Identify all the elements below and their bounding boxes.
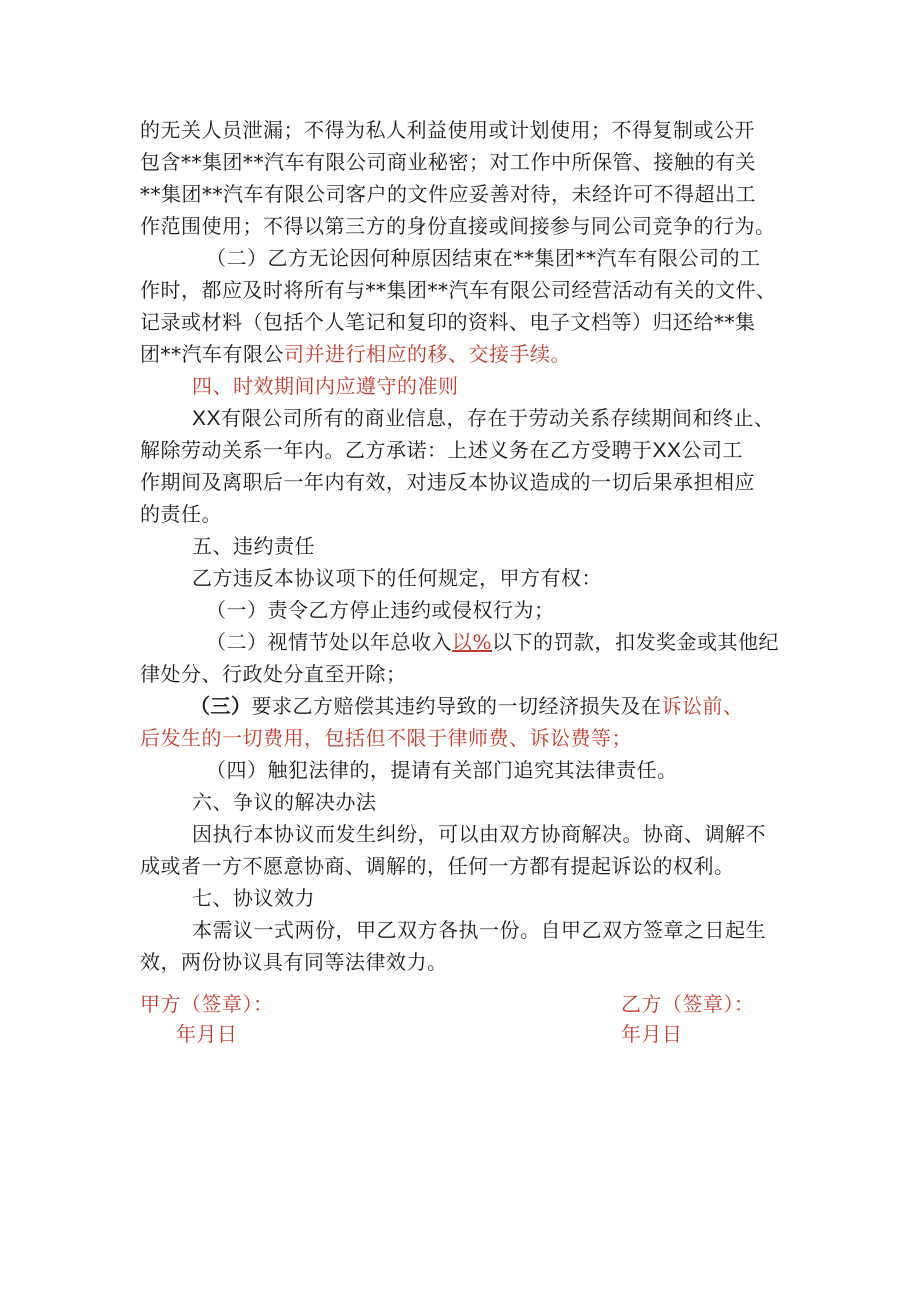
party-b-date-label: 年月日 [621, 1022, 683, 1046]
list-label: （三） [190, 694, 252, 718]
text-line [140, 402, 790, 434]
highlighted-text: 诉讼前、 [661, 694, 744, 718]
text-line [140, 338, 790, 370]
text-line: **集团**汽车有限公司客户的文件应妥善对待，未经许可不得超出工 [140, 182, 756, 206]
section-heading: 七、协议效力 [192, 886, 315, 910]
company-placeholder: XX [652, 439, 682, 462]
list-item: （四）触犯法律的，提请有关部门追究其法律责任。 [206, 758, 678, 782]
text-segment: 解除劳动关系一年内。乙方承诺：上述义务在乙方受聘于 [140, 438, 653, 462]
list-item [140, 690, 790, 722]
highlighted-text: 司并进行相应的移、交接手续。 [284, 342, 571, 366]
text-segment: 公司工 [681, 438, 744, 462]
text-segment: 以下的罚款，扣发奖金或其他纪 [492, 630, 780, 654]
party-a-date-label: 年月日 [176, 1022, 238, 1046]
section-heading: 四、时效期间内应遵守的准则 [192, 374, 459, 398]
text-line: 本需议一式两份，甲乙双方各执一份。自甲乙双方签章之日起生 [192, 918, 766, 942]
highlighted-text: 以% [452, 630, 493, 654]
section-5 [140, 530, 790, 786]
text-segment: 团**汽车有限公 [140, 342, 284, 366]
text-line: 作范围使用；不得以第三方的身份直接或间接参与同公司竞争的行为。 [140, 214, 776, 238]
text-line: （二）乙方无论因何种原因结束在**集团**汽车有限公司的工 [206, 246, 761, 270]
text-line: 因执行本协议而发生纠纷，可以由双方协商解决。协商、调解不 [192, 822, 766, 846]
highlighted-text-line: 后发生的一切费用，包括但不限于律师费、诉讼费等； [140, 726, 632, 750]
section-7 [140, 882, 790, 978]
text-line: 的无关人员泄漏；不得为私人利益使用或计划使用；不得复制或公开 [140, 118, 755, 142]
list-item: （一）责令乙方停止违约或侵权行为； [206, 598, 555, 622]
section-heading: 六、争议的解决办法 [192, 790, 377, 814]
section-6 [140, 786, 790, 882]
party-a-signature-label: 甲方（签章）： [140, 992, 274, 1016]
signature-block [140, 988, 790, 1058]
text-line: 的责任。 [140, 502, 222, 526]
list-item [140, 626, 790, 658]
text-line: 乙方违反本协议项下的任何规定，甲方有权： [192, 566, 602, 590]
text-line: 效，两份协议具有同等法律效力。 [140, 950, 448, 974]
text-line: 包含**集团**汽车有限公司商业秘密；对工作中所保管、接触的有关 [140, 150, 756, 174]
text-line: 记录或材料（包括个人笔记和复印的资料、电子文档等）归还给**集 [140, 310, 756, 334]
text-segment: 要求乙方赔偿其违约导致的一切经济损失及在 [251, 694, 662, 718]
text-line: 成或者一方不愿意协商、调解的，任何一方都有提起诉讼的权利。 [140, 854, 735, 878]
paragraph-return-materials [140, 242, 790, 370]
text-line: 作时，都应及时将所有与**集团**汽车有限公司经营活动有关的文件、 [140, 278, 777, 302]
text-line: 作期间及离职后一年内有效，对违反本协议造成的一切后果承担相应 [140, 470, 755, 494]
text-segment: （二）视情节处以年总收入 [206, 630, 452, 654]
company-placeholder: XX [192, 407, 222, 430]
text-segment: 有限公司所有的商业信息，存在于劳动关系存续期间和终止、 [221, 406, 775, 430]
party-b-signature-label: 乙方（签章）： [621, 992, 755, 1016]
section-heading: 五、违约责任 [192, 534, 315, 558]
text-line [140, 434, 790, 466]
text-line: 律处分、行政处分直至开除； [140, 662, 407, 686]
document-body [140, 114, 790, 978]
section-4 [140, 370, 790, 530]
paragraph-confidentiality-continuation [140, 114, 790, 242]
